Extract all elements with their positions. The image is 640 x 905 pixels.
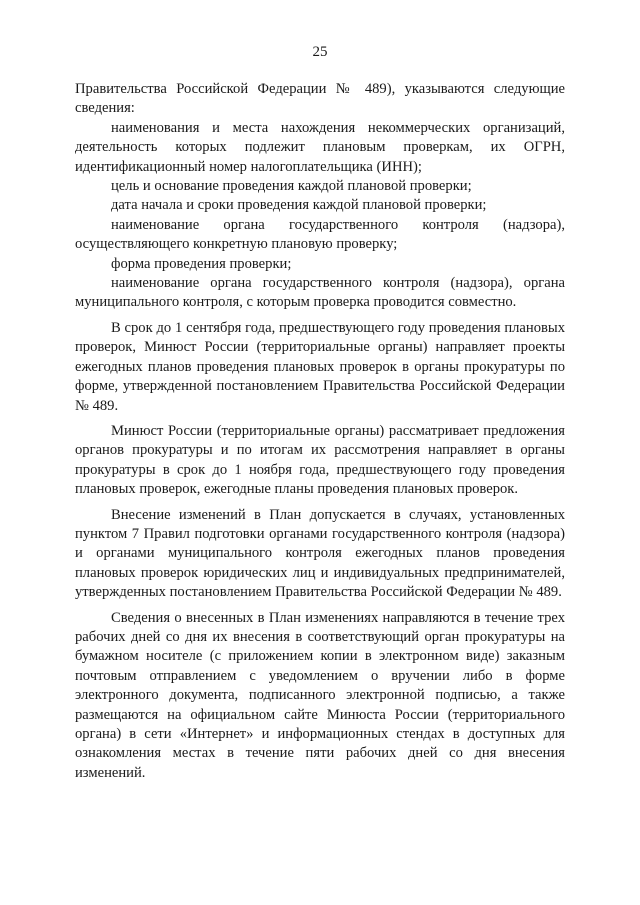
list-item: дата начала и сроки проведения каждой плановой проверки; xyxy=(111,197,487,214)
paragraph: Правительства Российской Федерации № 489), указываются следующие сведения: xyxy=(75,81,565,117)
list-item: наименование органа государственного контроля (надзора), осуществляющего конкретную плановую проверку; xyxy=(75,216,565,253)
paragraph: В срок до 1 сентября года, предшествующего году проведения плановых проверок, Минюст России (территориальные органы) направляет проекты ежегодных планов проведения плановых проверок в органы прокуратуры по форме, утвержденной постановлением Правительства Российской Федерации № 489. xyxy=(75,319,565,414)
list-item: наименования и места нахождения некоммерческих организаций, деятельность которых подлежит плановым проверкам, их ОГРН, идентификационный номер налогоплательщика (ИНН); xyxy=(75,119,565,175)
document-body xyxy=(75,80,565,783)
list-item: цель и основание проведения каждой плановой проверки; xyxy=(111,178,472,195)
paragraph: Внесение изменений в План допускается в случаях, установленных пунктом 7 Правил подготовки органами государственного контроля (надзора) и органами муниципального контроля ежегодных планов проведения плановых проверок юридических лиц и индивидуальных предпринимателей, утвержденных постановлением Правительства Российской Федерации № 489. xyxy=(75,506,565,601)
page-number: 25 xyxy=(312,44,328,60)
paragraph: Сведения о внесенных в План изменениях направляются в течение трех рабочих дней со дня их внесения в соответствующий орган прокуратуры на бумажном носителе (с приложением копии в электронном виде) заказным почтовым отправлением с уведомлением о вручении либо в форме электронного документа, подписанного электронной подписью, а также размещаются на официальном сайте Минюста России (территориального органа) в сети «Интернет» и информационных стендах в доступных для ознакомления местах в течение пяти рабочих дней со дня внесения изменений. xyxy=(75,609,565,781)
paragraph: Минюст России (территориальные органы) рассматривает предложения органов прокуратуры и по итогам их рассмотрения направляет в органы прокуратуры в срок до 1 ноября года, предшествующего году проведения плановых проверок, ежегодные планы проведения плановых проверок. xyxy=(75,422,565,498)
list-item: форма проведения проверки; xyxy=(111,255,292,272)
list-item: наименование органа государственного контроля (надзора), органа муниципального контроля, с которым проверка проводится совместно. xyxy=(75,275,565,311)
